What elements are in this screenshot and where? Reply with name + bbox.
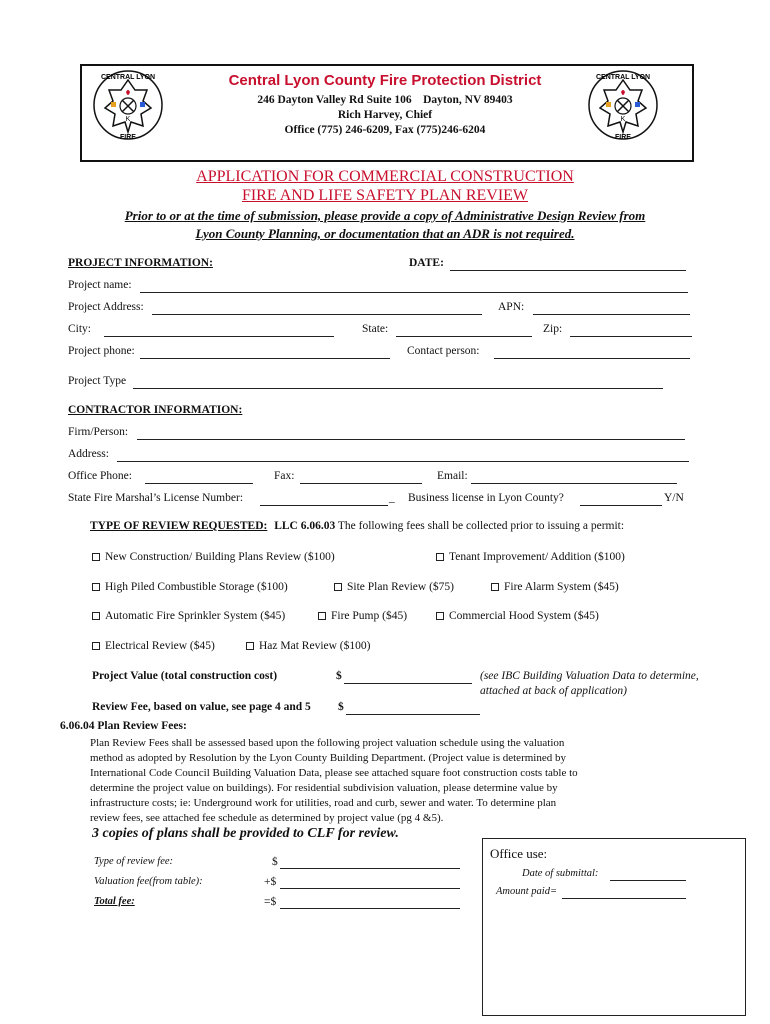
- checkbox[interactable]: [334, 583, 342, 591]
- district-phone: Office (775) 246-6209, Fax (775)246-6204: [284, 124, 486, 136]
- adr-note-line1: Prior to or at the time of submission, please provide a copy of Administrative Design Review from: [124, 208, 646, 223]
- project-value-dollar: $: [336, 670, 342, 682]
- zip-label: Zip:: [543, 323, 563, 335]
- business-license-field[interactable]: [580, 505, 662, 506]
- contractor-address-field[interactable]: [117, 461, 689, 462]
- district-name: [0, 72, 770, 89]
- review-intro: The following fees shall be collected prior to issuing a permit:: [337, 520, 625, 532]
- valuation-fee-field[interactable]: [280, 888, 460, 889]
- total-fee-prefix: =$: [264, 896, 277, 908]
- contractor-address-label: Address:: [68, 448, 109, 460]
- review-option-electrical[interactable]: Electrical Review ($45): [92, 640, 215, 652]
- license-suffix: _: [389, 492, 395, 504]
- project-name-label: Project name:: [68, 279, 132, 291]
- license-number-label: State Fire Marshal’s License Number:: [68, 492, 244, 504]
- submittal-date-field[interactable]: [610, 880, 686, 881]
- contractor-info-heading: CONTRACTOR INFORMATION:: [68, 404, 243, 416]
- firm-label: Firm/Person:: [68, 426, 129, 438]
- valuation-fee-prefix: +$: [264, 876, 277, 888]
- checkbox[interactable]: [436, 553, 444, 561]
- valuation-fee-label: Valuation fee(from table):: [94, 876, 203, 887]
- date-field[interactable]: [450, 270, 686, 271]
- copies-note: 3 copies of plans shall be provided to CLF for review.: [92, 826, 399, 841]
- district-name-part1: Central Lyon County: [228, 72, 376, 89]
- review-option-high-piled[interactable]: High Piled Combustible Storage ($100): [92, 581, 288, 593]
- project-value-field[interactable]: [344, 683, 472, 684]
- review-type-line: [90, 520, 624, 532]
- district-address: 246 Dayton Valley Rd Suite 106 Dayton, NV 89403: [257, 94, 513, 106]
- plan-review-fees-heading: 6.06.04 Plan Review Fees:: [60, 720, 187, 732]
- project-phone-label: Project phone:: [68, 345, 135, 357]
- office-phone-field[interactable]: [145, 483, 253, 484]
- district-name-part2: Fire Protection District: [379, 72, 542, 89]
- submittal-date-label: Date of submittal:: [522, 868, 599, 879]
- project-name-field[interactable]: [140, 292, 688, 293]
- ibc-note-line2: attached at back of application): [480, 685, 627, 697]
- fax-field[interactable]: [300, 483, 422, 484]
- district-chief: Rich Harvey, Chief: [337, 109, 433, 121]
- business-license-label: Business license in Lyon County?: [408, 492, 564, 504]
- amount-paid-field[interactable]: [562, 898, 686, 899]
- review-fee-field[interactable]: [346, 714, 480, 715]
- office-use-heading: Office use:: [490, 846, 548, 861]
- date-label: DATE:: [409, 257, 444, 269]
- form-title-line2: FIRE AND LIFE SAFETY PLAN REVIEW: [241, 187, 529, 204]
- project-address-field[interactable]: [152, 314, 482, 315]
- fax-label: Fax:: [274, 470, 295, 482]
- zip-field[interactable]: [570, 336, 692, 337]
- license-number-field[interactable]: [260, 505, 388, 506]
- review-option-hood-system[interactable]: Commercial Hood System ($45): [436, 610, 599, 622]
- svg-text:K: K: [620, 116, 626, 123]
- review-option-fire-alarm[interactable]: Fire Alarm System ($45): [491, 581, 619, 593]
- checkbox[interactable]: [246, 642, 254, 650]
- total-fee-label: Total fee:: [94, 896, 135, 907]
- review-type-heading: TYPE OF REVIEW REQUESTED:: [90, 520, 268, 532]
- checkbox[interactable]: [92, 553, 100, 561]
- yes-no-label: Y/N: [664, 492, 684, 504]
- project-address-label: Project Address:: [68, 301, 144, 313]
- review-option-site-plan[interactable]: Site Plan Review ($75): [334, 581, 454, 593]
- review-option-tenant-improvement[interactable]: Tenant Improvement/ Addition ($100): [436, 551, 625, 563]
- checkbox[interactable]: [318, 612, 326, 620]
- plan-review-fees-text: Plan Review Fees shall be assessed based upon the following project valuation schedule using the valuation method as adopted by Resolution by the Lyon County Building Department. (Project value is determined by International Code Council Building Valuation Data, please see attached square foot construction costs table to determine the project value on buildings). For residential subdivision valuation, please determine value by infrastructure costs; ie: Underground work for utilities, road and curb, sewer and water. To determine plan review fees, see attached fee schedule as determined by project value (pg 4 &5).: [90, 737, 578, 824]
- type-fee-prefix: $: [272, 856, 278, 868]
- city-label: City:: [68, 323, 92, 335]
- email-field[interactable]: [471, 483, 677, 484]
- adr-note-line2: Lyon County Planning, or documentation that an ADR is not required.: [195, 226, 575, 241]
- review-fee-label: Review Fee, based on value, see page 4 and 5: [92, 701, 311, 713]
- review-option-sprinkler[interactable]: Automatic Fire Sprinkler System ($45): [92, 610, 285, 622]
- svg-text:CENTRAL LYON: CENTRAL LYON: [100, 74, 156, 81]
- review-fee-dollar: $: [338, 701, 344, 713]
- svg-text:FIRE: FIRE: [615, 134, 631, 141]
- type-fee-field[interactable]: [280, 868, 460, 869]
- office-use-box: [482, 838, 746, 1016]
- svg-text:K: K: [125, 116, 131, 123]
- ibc-note-line1: (see IBC Building Valuation Data to determine,: [480, 670, 699, 682]
- review-code: LLC 6.06.03: [274, 520, 336, 532]
- checkbox[interactable]: [491, 583, 499, 591]
- city-field[interactable]: [104, 336, 334, 337]
- state-label: State:: [362, 323, 389, 335]
- contact-person-field[interactable]: [494, 358, 690, 359]
- checkbox[interactable]: [436, 612, 444, 620]
- total-fee-field[interactable]: [280, 908, 460, 909]
- project-value-label: Project Value (total construction cost): [92, 670, 278, 682]
- email-label: Email:: [437, 470, 468, 482]
- checkbox[interactable]: [92, 583, 100, 591]
- amount-paid-label: Amount paid=: [496, 886, 558, 897]
- project-info-heading: PROJECT INFORMATION:: [68, 257, 213, 269]
- type-fee-label: Type of review fee:: [94, 856, 174, 867]
- project-phone-field[interactable]: [140, 358, 390, 359]
- review-option-fire-pump[interactable]: Fire Pump ($45): [318, 610, 407, 622]
- contact-person-label: Contact person:: [407, 345, 480, 357]
- review-option-new-construction[interactable]: New Construction/ Building Plans Review ($100): [92, 551, 335, 563]
- firm-field[interactable]: [137, 439, 685, 440]
- state-field[interactable]: [396, 336, 532, 337]
- apn-label: APN:: [498, 301, 525, 313]
- project-type-label: Project Type: [68, 375, 127, 387]
- review-option-haz-mat[interactable]: Haz Mat Review ($100): [246, 640, 370, 652]
- checkbox[interactable]: [92, 612, 100, 620]
- apn-field[interactable]: [533, 314, 690, 315]
- project-type-field[interactable]: [133, 388, 663, 389]
- checkbox[interactable]: [92, 642, 100, 650]
- office-phone-label: Office Phone:: [68, 470, 132, 482]
- form-title-line1: APPLICATION FOR COMMERCIAL CONSTRUCTION: [196, 168, 574, 185]
- svg-text:CENTRAL LYON: CENTRAL LYON: [595, 74, 651, 81]
- svg-text:FIRE: FIRE: [120, 134, 136, 141]
